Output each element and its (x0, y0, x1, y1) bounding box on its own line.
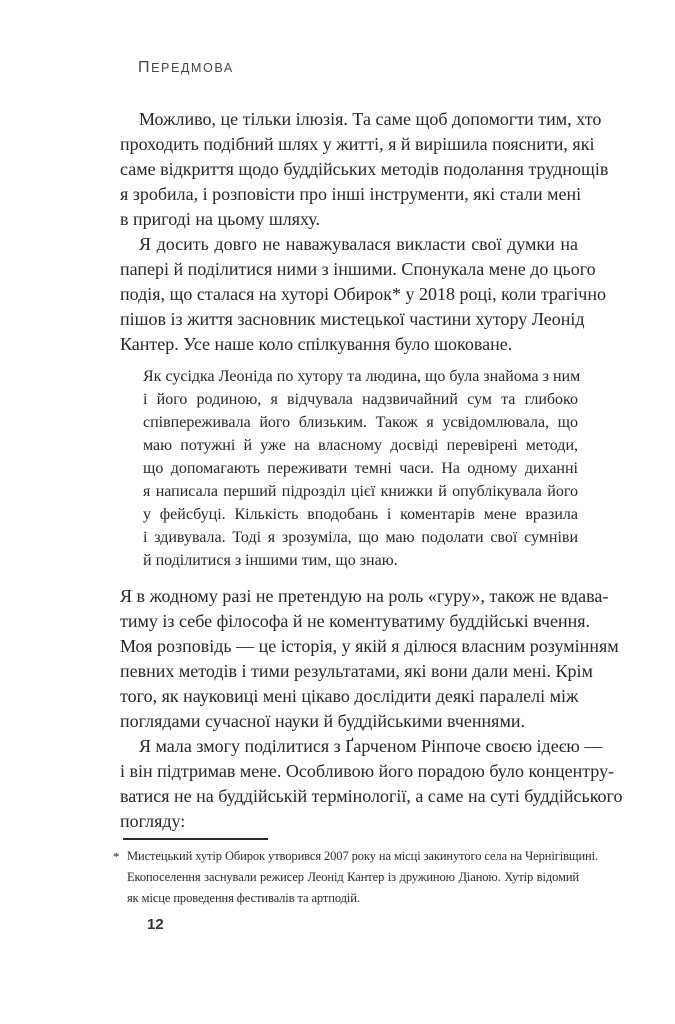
text-line: тиму із себе філософа й не коментуватиму буддійські вчення. (120, 611, 591, 631)
text-line: певних методів і тими результатами, які вони дали мені. Крім (120, 661, 593, 681)
footnote-line: Мистецький хутір Обирок утворився 2007 року на місці закинутого села на Чернігівщині. (127, 849, 599, 863)
quote-line: я написала перший підрозділ цієї книжки й опублікувала його (143, 483, 578, 500)
text-line: Я в жодному разі не претендую на роль «гуру», також не вдава- (120, 586, 609, 606)
quote-line: і його родиною, я відчувала надзвичайний сум та глибоко (143, 391, 578, 408)
quote-line: маю потужні й уже на власному досвіді перевірені методи, (143, 437, 578, 454)
text-line: я зробила, і розповісти про інші інструменти, які стали мені (120, 184, 582, 204)
text-column (120, 107, 623, 834)
footnote (113, 846, 599, 909)
text-line: Я мала змогу поділитися з Ґарченом Рінпоче своєю ідеєю — (139, 736, 603, 756)
text-line: Я досить довго не наважувалася викласти свої думки на (139, 234, 578, 254)
paragraph-1 (120, 107, 609, 232)
paragraph-2 (120, 232, 606, 357)
running-header: ПЕРЕДМОВА (138, 59, 234, 76)
footnote-marker: * (113, 849, 120, 864)
page-number: 12 (147, 916, 164, 933)
text-line: Кантер. Усе наше коло спілкування було шоковане. (120, 334, 513, 354)
text-line: поглядами сучасної науки й буддійськими вченнями. (120, 711, 525, 731)
text-line: пішов із життя засновник мистецької частини хутору Леонід (120, 309, 585, 329)
footnote-line: як місце проведення фестивалів та артподій. (127, 891, 360, 905)
quote-line: і здивувала. Тоді я зрозуміла, що маю подолати свої сумніви (143, 529, 578, 546)
text-line: і він підтримав мене. Особливою його порадою було концентру- (120, 761, 615, 781)
text-line: саме відкриття щодо буддійських методів подолання труднощів (120, 159, 609, 179)
quote-line: й поділитися з іншими тим, що знаю. (143, 552, 398, 569)
paragraph-4 (120, 734, 623, 834)
text-line: в пригоді на цьому шляху. (120, 209, 320, 229)
quote-line: Як сусідка Леоніда по хутору та людина, що була знайома з ним (143, 368, 581, 385)
footnote-divider (123, 838, 268, 840)
text-line-footnote-ref: подія, що сталася на хуторі Обирок* у 2018 році, коли трагічно (120, 284, 606, 304)
quote-line: співпереживала його близьким. Також я усвідомлювала, що (143, 414, 578, 431)
paragraph-3 (120, 584, 619, 734)
quote-line: що допомагають переживати темні часи. На одному диханні (143, 460, 578, 477)
footnote-line: Екопоселення заснували режисер Леонід Кантер із дружиною Діаною. Хутір відомий (127, 870, 579, 884)
text-line: Моя розповідь — це історія, у якій я ділюся власним розумінням (120, 636, 619, 656)
text-line: погляду: (120, 811, 186, 831)
text-line: ватися не на буддійській термінології, а саме на суті буддійського (120, 786, 623, 806)
text-line: проходить подібний шлях у житті, я й вирішила пояснити, які (120, 134, 595, 154)
block-quote (143, 365, 581, 572)
text-line: того, як науковиці мені цікаво дослідити деякі паралелі між (120, 686, 579, 706)
text-line: Можливо, це тільки ілюзія. Та саме щоб допомогти тим, хто (139, 109, 602, 129)
text-line: папері й поділитися ними з іншими. Спонукала мене до цього (120, 259, 596, 279)
quote-line: у фейсбуці. Кількість вподобань і коментарів мене вразила (143, 506, 578, 523)
